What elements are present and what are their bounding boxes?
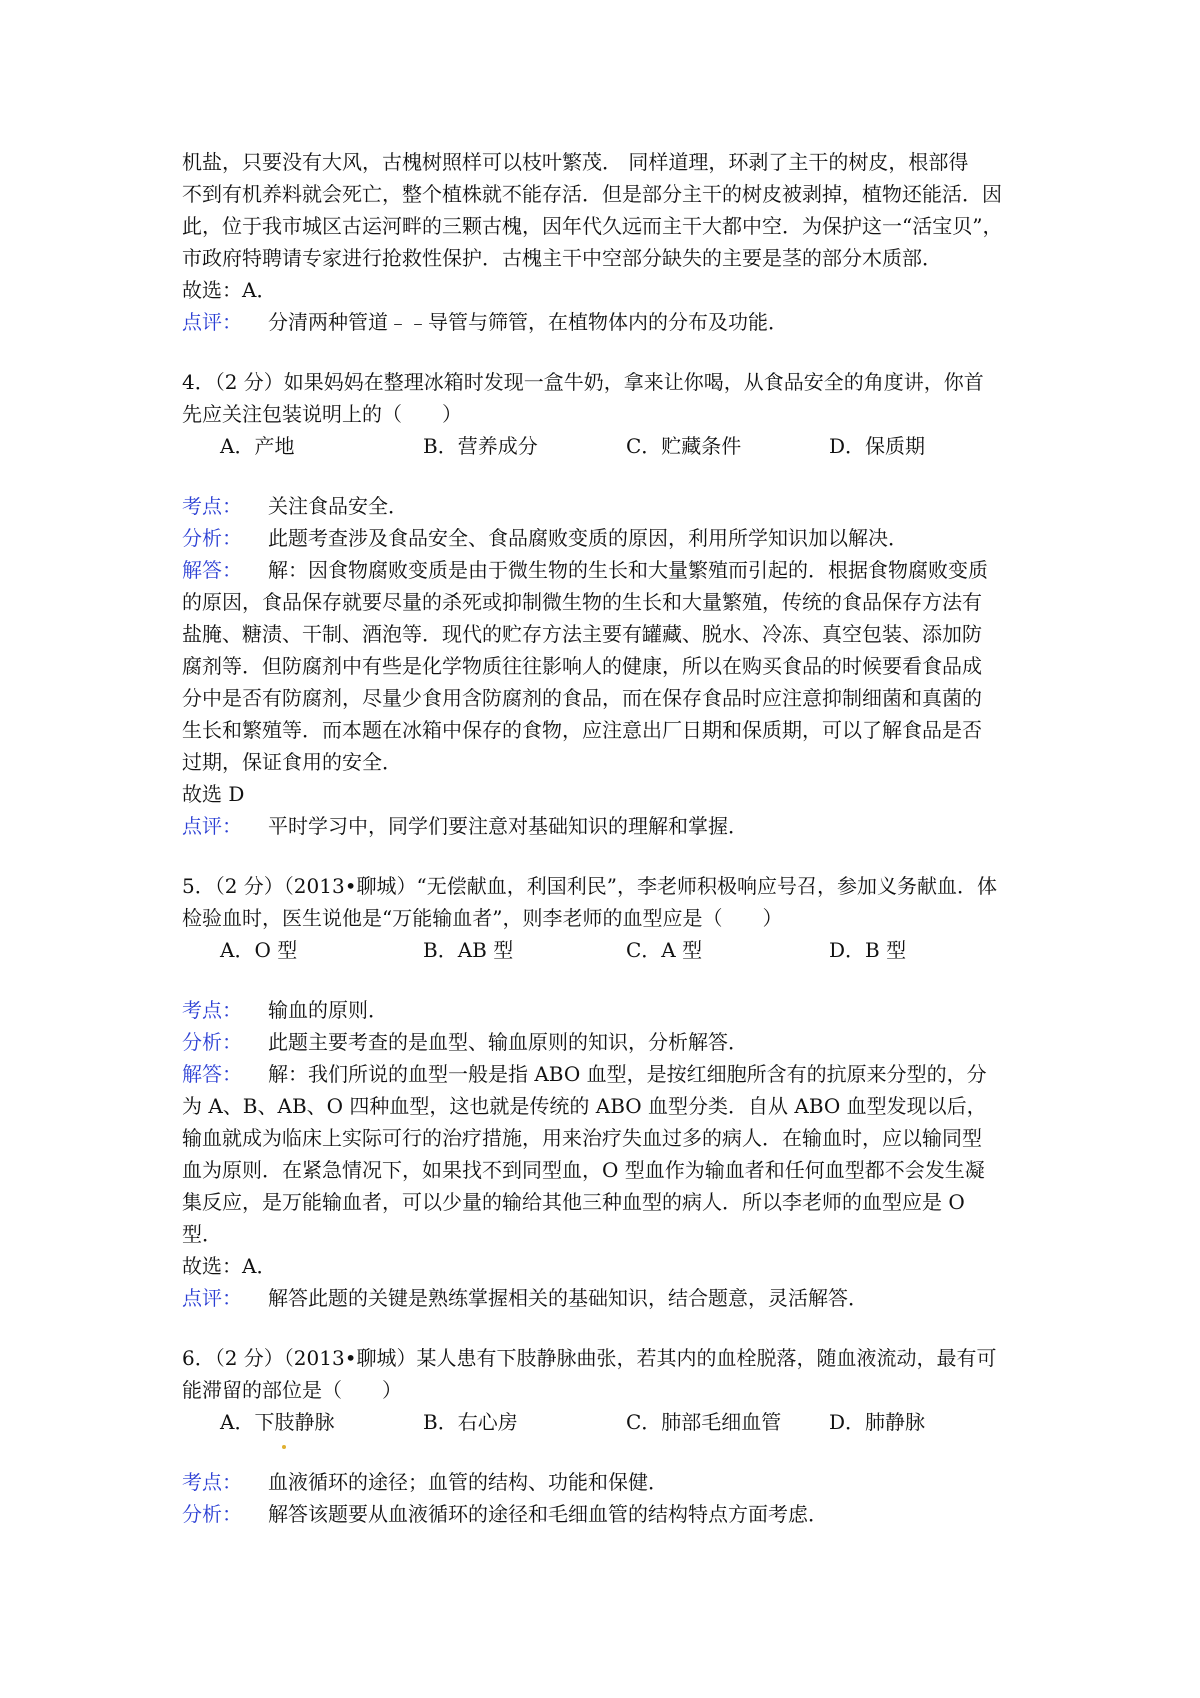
- question-stem-line: 4．（2 分）如果妈妈在整理冰箱时发现一盒牛奶，拿来让你喝，从食品安全的角度讲，你首: [182, 370, 984, 394]
- fenxi-label: 分析：: [182, 1502, 242, 1526]
- options-row: [182, 1406, 1032, 1438]
- option-b: B．营养成分: [423, 434, 538, 458]
- comment-row: [182, 1282, 1032, 1314]
- option-a: A．O 型: [220, 938, 298, 962]
- option-c: C．贮藏条件: [626, 434, 742, 458]
- option-d: D．肺静脉: [829, 1410, 926, 1434]
- jieda-line: 输血就成为临床上实际可行的治疗措施，用来治疗失血过多的病人．在输血时，应以输同型: [182, 1126, 982, 1150]
- option-a: A．下肢静脉: [220, 1410, 335, 1434]
- comment-text: 解答此题的关键是熟练掌握相关的基础知识，结合题意，灵活解答．: [268, 1286, 868, 1310]
- answer-choice: 故选：A．: [182, 278, 277, 302]
- jieda-line: 腐剂等．但防腐剂中有些是化学物质往往影响人的健康，所以在购买食品的时候要看食品成: [182, 654, 982, 678]
- comment-label: 点评：: [182, 310, 242, 334]
- options-row: [182, 934, 1032, 966]
- kaodian-label: 考点：: [182, 494, 242, 518]
- option-a: A．产地: [220, 434, 295, 458]
- question-stem-line: 检验血时，医生说他是“万能输血者”，则李老师的血型应是（ ）: [182, 906, 783, 930]
- fenxi-row: [182, 1498, 1032, 1530]
- question-6: [182, 1342, 1032, 1530]
- option-b: B．AB 型: [423, 938, 514, 962]
- jieda-line: 血为原则．在紧急情况下，如果找不到同型血，O 型血作为输血者和任何血型都不会发生凝: [182, 1158, 985, 1182]
- jieda-line: 的原因，食品保存就要尽量的杀死或抑制微生物的生长和大量繁殖，传统的食品保存方法有: [182, 590, 982, 614]
- page-content: [182, 146, 1032, 1530]
- stray-dot-mark: [282, 1445, 286, 1449]
- fenxi-row: [182, 1026, 1032, 1058]
- fenxi-label: 分析：: [182, 526, 242, 550]
- option-d: D．B 型: [829, 938, 907, 962]
- fenxi-text: 此题主要考查的是血型、输血原则的知识，分析解答．: [268, 1030, 748, 1054]
- options-row: [182, 430, 1032, 462]
- question-stem-line: 能滞留的部位是（ ）: [182, 1378, 402, 1402]
- question-stem-line: 6．（2 分）（2013•聊城）某人患有下肢静脉曲张，若其内的血栓脱落，随血液流动，最有可: [182, 1346, 997, 1370]
- text-line: 不到有机养料就会死亡，整个植株就不能存活．但是部分主干的树皮被剥掉，植物还能活．因: [182, 182, 1002, 206]
- option-b: B．右心房: [423, 1410, 518, 1434]
- jieda-line: 生长和繁殖等．而本题在冰箱中保存的食物，应注意出厂日期和保质期，可以了解食品是否: [182, 718, 982, 742]
- comment-row: [182, 306, 1032, 338]
- jieda-line: 型．: [182, 1222, 222, 1246]
- kaodian-text: 关注食品安全．: [268, 494, 408, 518]
- kaodian-label: 考点：: [182, 1470, 242, 1494]
- jieda-line: 盐腌、糖渍、干制、酒泡等．现代的贮存方法主要有罐藏、脱水、冷冻、真空包装、添加防: [182, 622, 982, 646]
- kaodian-row: [182, 490, 1032, 522]
- jieda-row: [182, 554, 1032, 586]
- answer-choice: 故选 D: [182, 782, 245, 806]
- jieda-row: [182, 1058, 1032, 1090]
- answer-choice: 故选：A．: [182, 1254, 277, 1278]
- option-c: C．肺部毛细血管: [626, 1410, 782, 1434]
- comment-label: 点评：: [182, 814, 242, 838]
- question-4: [182, 366, 1032, 842]
- jieda-line: 过期，保证食用的安全．: [182, 750, 402, 774]
- jieda-label: 解答：: [182, 558, 242, 582]
- comment-text: 分清两种管道﹣﹣导管与筛管，在植物体内的分布及功能．: [268, 310, 788, 334]
- fenxi-row: [182, 522, 1032, 554]
- fenxi-text: 此题考查涉及食品安全、食品腐败变质的原因，利用所学知识加以解决．: [268, 526, 908, 550]
- kaodian-text: 输血的原则．: [268, 998, 388, 1022]
- jieda-text: 解：因食物腐败变质是由于微生物的生长和大量繁殖而引起的．根据食物腐败变质: [268, 558, 988, 582]
- comment-text: 平时学习中，同学们要注意对基础知识的理解和掌握．: [268, 814, 748, 838]
- kaodian-row: [182, 1466, 1032, 1498]
- option-c: C．A 型: [626, 938, 703, 962]
- comment-label: 点评：: [182, 1286, 242, 1310]
- jieda-line: 分中是否有防腐剂，尽量少食用含防腐剂的食品，而在保存食品时应注意抑制细菌和真菌的: [182, 686, 982, 710]
- comment-row: [182, 810, 1032, 842]
- jieda-label: 解答：: [182, 1062, 242, 1086]
- kaodian-text: 血液循环的途径；血管的结构、功能和保健．: [268, 1470, 668, 1494]
- kaodian-label: 考点：: [182, 998, 242, 1022]
- fenxi-label: 分析：: [182, 1030, 242, 1054]
- option-d: D．保质期: [829, 434, 926, 458]
- jieda-line: 集反应，是万能输血者，可以少量的输给其他三种血型的病人．所以李老师的血型应是 O: [182, 1190, 965, 1214]
- text-line: 市政府特聘请专家进行抢救性保护．古槐主干中空部分缺失的主要是茎的部分木质部．: [182, 246, 942, 270]
- question-stem-line: 5．（2 分）（2013•聊城）“无偿献血，利国利民”，李老师积极响应号召，参加义务献血．体: [182, 874, 997, 898]
- question-stem-line: 先应关注包装说明上的（ ）: [182, 402, 462, 426]
- prev-question-continuation: [182, 146, 1032, 338]
- kaodian-row: [182, 994, 1032, 1026]
- text-line: 此，位于我市城区古运河畔的三颗古槐，因年代久远而主干大都中空．为保护这一“活宝贝”，: [182, 214, 1003, 238]
- jieda-line: 为 A、B、AB、O 四种血型，这也就是传统的 ABO 血型分类．自从 ABO 血型发现以后，: [182, 1094, 987, 1118]
- fenxi-text: 解答该题要从血液循环的途径和毛细血管的结构特点方面考虑．: [268, 1502, 828, 1526]
- question-5: [182, 870, 1032, 1314]
- jieda-text: 解：我们所说的血型一般是指 ABO 血型，是按红细胞所含有的抗原来分型的，分: [268, 1062, 987, 1086]
- text-line: 机盐，只要没有大风，古槐树照样可以枝叶繁茂． 同样道理，环剥了主干的树皮，根部得: [182, 150, 969, 174]
